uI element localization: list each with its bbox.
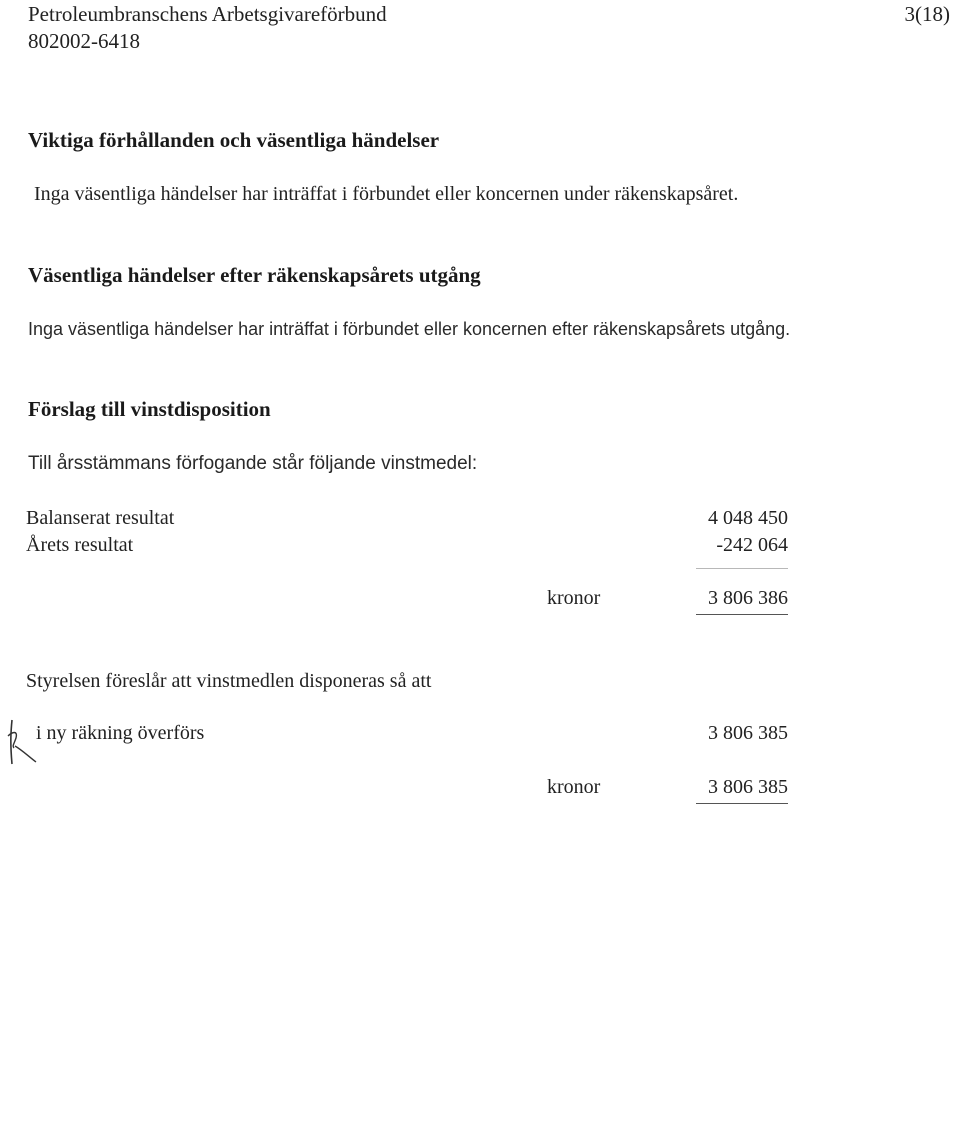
board-proposal-text: Styrelsen föreslår att vinstmedlen disponeras så att <box>26 670 432 692</box>
total-label: kronor <box>547 587 601 609</box>
total-underline <box>696 614 788 615</box>
row-value-arets-resultat: -242 064 <box>716 534 788 556</box>
final-total-label: kronor <box>547 776 601 798</box>
organization-name: Petroleumbranschens Arbetsgivareförbund <box>28 2 387 26</box>
total-value: 3 806 386 <box>708 587 788 609</box>
section-heading-profit-allocation: Förslag till vinstdisposition <box>28 397 271 421</box>
page-number: 3(18) <box>904 2 950 26</box>
row-label-arets-resultat: Årets resultat <box>26 534 134 556</box>
subsequent-events-text: Inga väsentliga händelser har inträffat i förbundet eller koncernen efter räkenskapsårets utgång. <box>28 319 791 339</box>
final-total-underline <box>696 803 788 804</box>
row-label-balanserat-resultat: Balanserat resultat <box>26 507 175 529</box>
section-heading-important-matters: Viktiga förhållanden och väsentliga händelser <box>28 128 440 152</box>
sum-rule <box>696 568 788 569</box>
important-matters-text: Inga väsentliga händelser har inträffat i förbundet eller koncernen under räkenskapsåret. <box>34 183 739 205</box>
section-heading-subsequent-events: Väsentliga händelser efter räkenskapsårets utgång <box>28 263 481 287</box>
profit-allocation-intro: Till årsstämmans förfogande står följande vinstmedel: <box>28 453 478 474</box>
organization-number: 802002-6418 <box>28 29 140 53</box>
row-value-balanserat-resultat: 4 048 450 <box>708 507 788 529</box>
carry-forward-label: i ny räkning överförs <box>36 722 205 744</box>
final-total-value: 3 806 385 <box>708 776 788 798</box>
carry-forward-value: 3 806 385 <box>708 722 788 744</box>
